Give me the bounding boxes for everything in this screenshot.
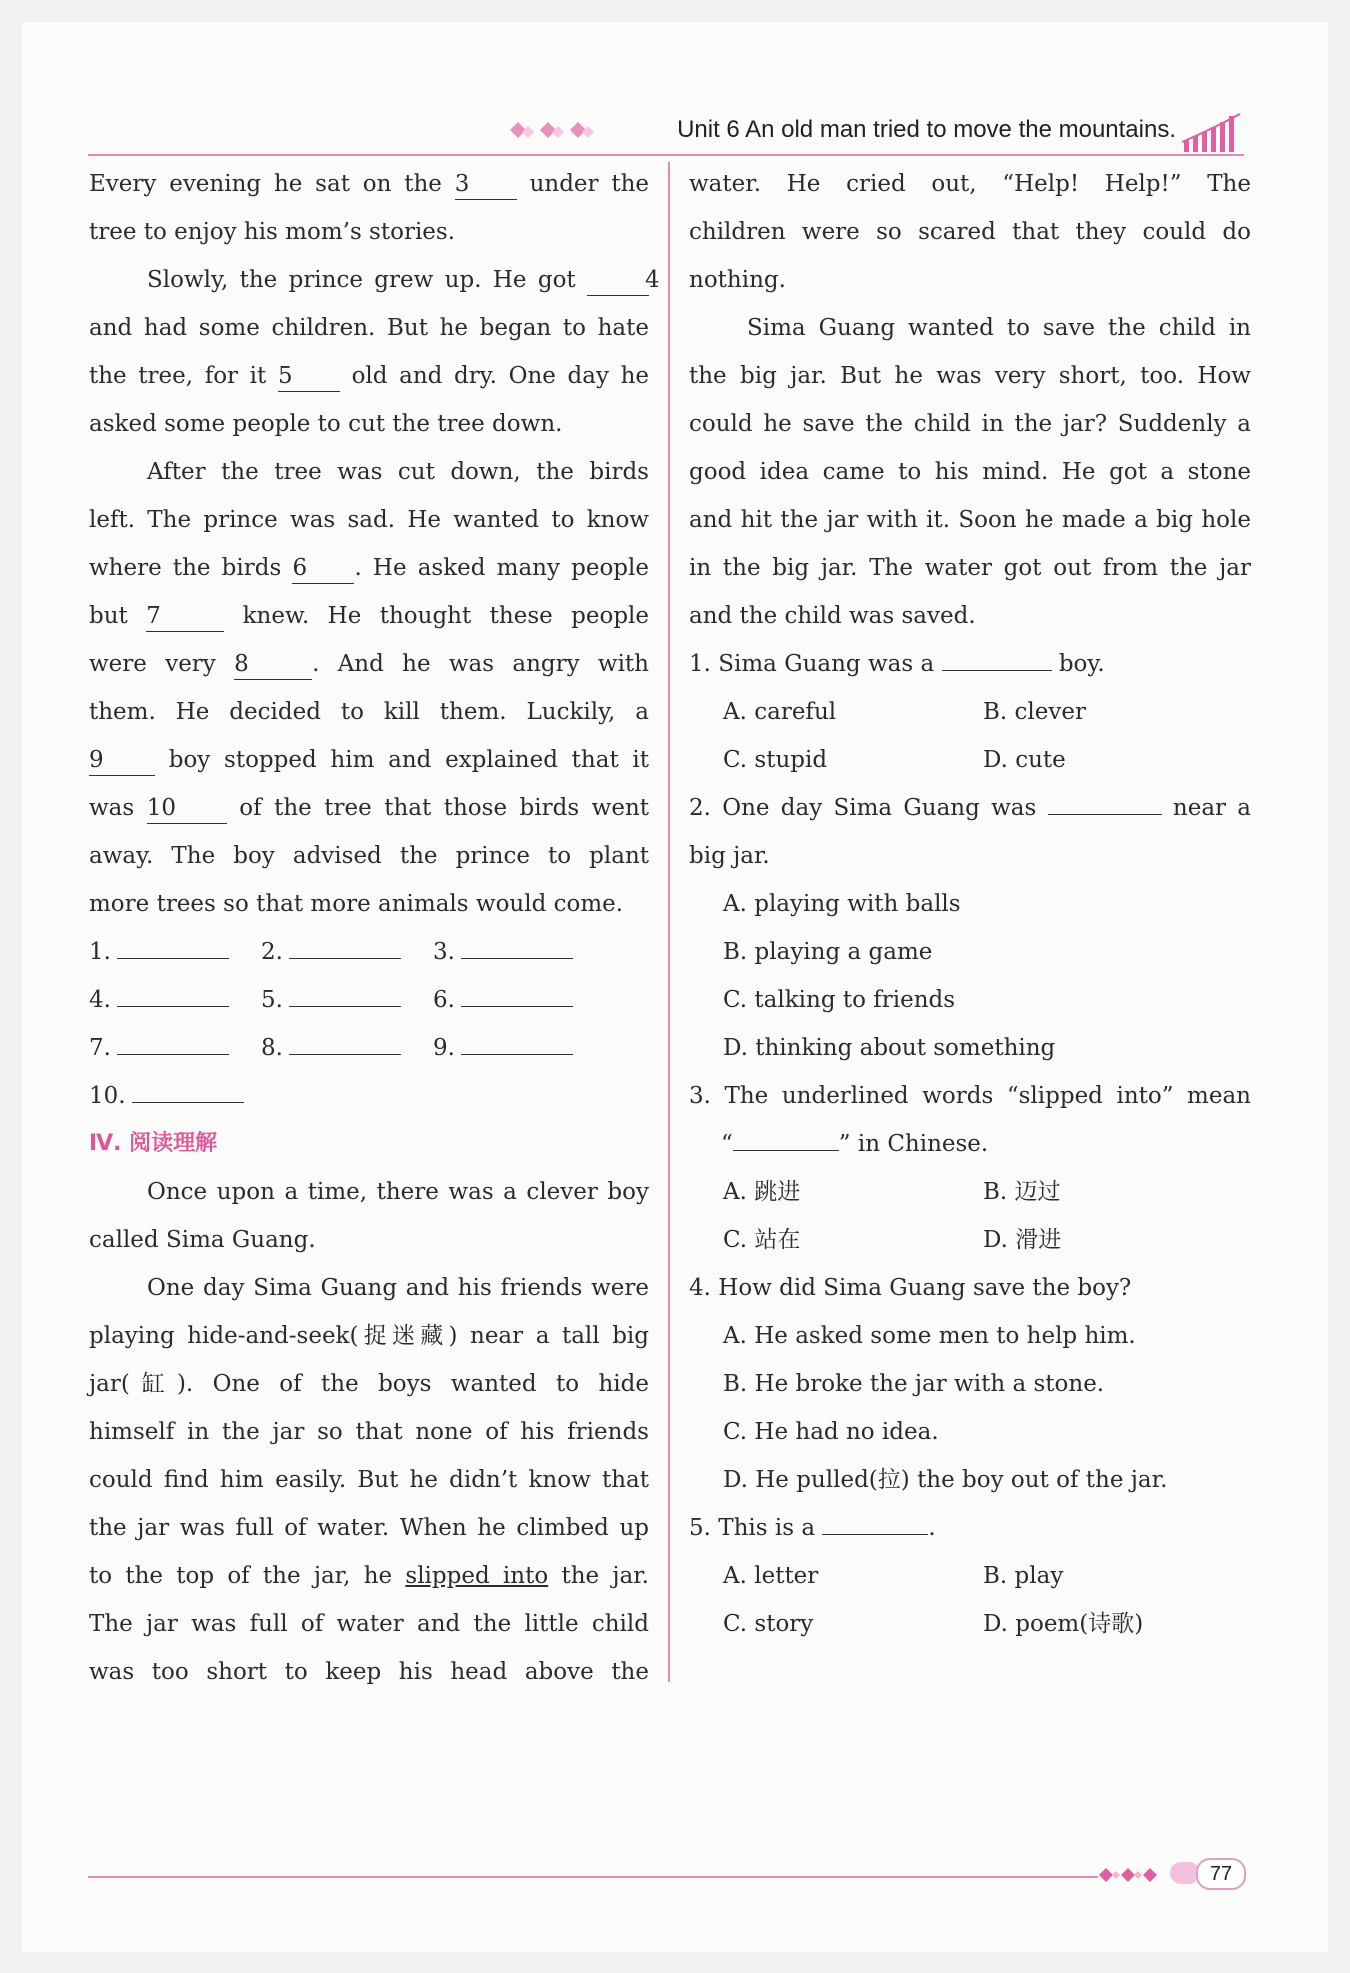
options-row bbox=[689, 736, 1251, 784]
header-rule bbox=[88, 154, 1244, 156]
text-line: water. He cried out, “Help! Help!” The bbox=[689, 171, 1251, 197]
options-row bbox=[689, 1552, 1251, 1600]
unit-title: Unit 6 An old man tried to move the mountains. bbox=[677, 116, 1176, 143]
text-line: was too short to keep his head above the bbox=[89, 1659, 649, 1685]
answer-blank[interactable] bbox=[733, 1150, 839, 1151]
option[interactable]: C. 站在 bbox=[723, 1227, 801, 1253]
option[interactable]: C. stupid bbox=[723, 747, 828, 773]
question-5: 5. This is a . bbox=[689, 1515, 936, 1541]
text-line: Once upon a time, there was a clever boy bbox=[147, 1179, 649, 1205]
text-line: tree to enjoy his mom’s stories. bbox=[89, 219, 456, 245]
text-line: playing hide-and-seek(捉迷藏) near a tall big bbox=[89, 1323, 649, 1349]
text-line: big jar. bbox=[689, 843, 770, 869]
answer-blank[interactable] bbox=[822, 1534, 928, 1535]
text-line: the big jar. But he was very short, too. How bbox=[689, 363, 1251, 389]
blank-10: 10 bbox=[147, 793, 227, 824]
text-line: the jar was full of water. When he climbed up bbox=[89, 1515, 649, 1541]
bar-chart-ornament-icon bbox=[1180, 112, 1242, 152]
left-column bbox=[89, 160, 660, 1696]
text-line: Slowly, the prince grew up. He got 4 bbox=[89, 256, 649, 304]
blank-5: 5 bbox=[278, 361, 340, 392]
text-line: away. The boy advised the prince to plant bbox=[89, 843, 649, 869]
text-line: called Sima Guang. bbox=[89, 1227, 316, 1253]
option[interactable]: D. thinking about something bbox=[723, 1035, 1056, 1061]
diamond-ornament-icon bbox=[508, 118, 608, 144]
text-line: where the birds 6 . He asked many people bbox=[89, 544, 649, 592]
text-line: more trees so that more animals would come. bbox=[89, 891, 624, 917]
text-line: 9 boy stopped him and explained that it bbox=[89, 736, 649, 784]
option[interactable]: B. He broke the jar with a stone. bbox=[723, 1371, 1105, 1397]
text-line: left. The prince was sad. He wanted to know bbox=[89, 507, 649, 533]
text-line: good idea came to his mind. He got a stone bbox=[689, 459, 1251, 485]
text-line: jar(缸). One of the boys wanted to hide bbox=[89, 1371, 649, 1397]
answer-slot[interactable]: 4. bbox=[89, 976, 261, 1024]
text-line: “ ” in Chinese. bbox=[721, 1131, 989, 1157]
blank-4: 4 bbox=[587, 265, 649, 296]
option[interactable]: B. play bbox=[983, 1563, 1064, 1589]
options-row bbox=[689, 1216, 1251, 1264]
option[interactable]: D. 滑进 bbox=[983, 1227, 1062, 1253]
text-line: After the tree was cut down, the birds bbox=[147, 459, 649, 485]
option[interactable]: D. poem(诗歌) bbox=[983, 1611, 1144, 1637]
blank-8: 8 bbox=[234, 649, 312, 680]
option[interactable]: C. story bbox=[723, 1611, 814, 1637]
option[interactable]: C. talking to friends bbox=[723, 987, 956, 1013]
options-row bbox=[689, 688, 1251, 736]
text-line: The jar was full of water and the little child bbox=[89, 1611, 649, 1637]
options-row bbox=[689, 1168, 1251, 1216]
text-line: and had some children. But he began to hate bbox=[89, 315, 649, 341]
question-2: 2. One day Sima Guang was near a bbox=[689, 795, 1252, 821]
option[interactable]: B. clever bbox=[983, 699, 1086, 725]
text-line: the tree, for it 5 old and dry. One day he bbox=[89, 352, 649, 400]
blank-9: 9 bbox=[89, 745, 155, 776]
underlined-phrase: slipped into bbox=[405, 1563, 549, 1589]
text-line: but 7 knew. He thought these people bbox=[89, 592, 649, 640]
answer-slot[interactable]: 3. bbox=[433, 928, 605, 976]
answer-slot[interactable]: 6. bbox=[433, 976, 605, 1024]
option[interactable]: D. He pulled(拉) the boy out of the jar. bbox=[723, 1467, 1168, 1493]
option[interactable]: D. cute bbox=[983, 747, 1066, 773]
answer-slot[interactable]: 2. bbox=[261, 928, 433, 976]
answer-slot[interactable]: 8. bbox=[261, 1024, 433, 1072]
text-line: asked some people to cut the tree down. bbox=[89, 411, 563, 437]
question-4: 4. How did Sima Guang save the boy? bbox=[689, 1275, 1132, 1301]
answer-slot[interactable]: 10. bbox=[89, 1072, 261, 1120]
blank-3: 3 bbox=[455, 169, 517, 200]
answer-slot[interactable]: 7. bbox=[89, 1024, 261, 1072]
answer-blank[interactable] bbox=[1048, 814, 1162, 815]
question-3: 3. The underlined words “slipped into” mean bbox=[689, 1083, 1251, 1109]
answer-blank[interactable] bbox=[942, 670, 1052, 671]
question-1: 1. Sima Guang was a boy. bbox=[689, 651, 1105, 677]
text-line: to the top of the jar, he slipped into the jar. bbox=[89, 1563, 649, 1589]
text-line: and hit the jar with it. Soon he made a big hole bbox=[689, 507, 1251, 533]
text-line: children were so scared that they could do bbox=[689, 219, 1251, 245]
text-line: could find him easily. But he didn’t know that bbox=[89, 1467, 649, 1493]
right-column bbox=[689, 160, 1251, 1648]
option[interactable]: A. careful bbox=[723, 699, 837, 725]
option[interactable]: B. 迈过 bbox=[983, 1179, 1061, 1205]
text-line: and the child was saved. bbox=[689, 603, 976, 629]
page-header bbox=[88, 112, 1244, 156]
blank-7: 7 bbox=[146, 601, 224, 632]
text-line: was 10 of the tree that those birds went bbox=[89, 784, 649, 832]
option[interactable]: A. letter bbox=[723, 1563, 819, 1589]
page-number: 77 bbox=[1196, 1858, 1246, 1890]
text-line: could he save the child in the jar? Suddenly a bbox=[689, 411, 1251, 437]
answer-slot[interactable]: 5. bbox=[261, 976, 433, 1024]
text-line: himself in the jar so that none of his friends bbox=[89, 1419, 649, 1445]
text-line: Sima Guang wanted to save the child in bbox=[747, 315, 1251, 341]
text-line: One day Sima Guang and his friends were bbox=[147, 1275, 649, 1301]
text-line: in the big jar. The water got out from the jar bbox=[689, 555, 1251, 581]
column-divider bbox=[668, 162, 670, 1682]
answer-slot[interactable]: 1. bbox=[89, 928, 261, 976]
answer-slot[interactable]: 9. bbox=[433, 1024, 605, 1072]
option[interactable]: A. He asked some men to help him. bbox=[723, 1323, 1136, 1349]
blank-6: 6 bbox=[292, 553, 354, 584]
option[interactable]: A. playing with balls bbox=[723, 891, 961, 917]
section-title: Ⅳ. 阅读理解 bbox=[89, 1131, 218, 1156]
diamond-ornament-icon bbox=[1098, 1860, 1178, 1890]
text-line: them. He decided to kill them. Luckily, a bbox=[89, 699, 649, 725]
text-line: were very 8 . And he was angry with bbox=[89, 640, 649, 688]
answer-grid bbox=[89, 928, 649, 1120]
text-line: Every evening he sat on the 3 under the bbox=[89, 160, 649, 208]
option[interactable]: A. 跳进 bbox=[723, 1179, 801, 1205]
option[interactable]: B. playing a game bbox=[723, 939, 933, 965]
text-line: nothing. bbox=[689, 267, 786, 293]
options-row bbox=[689, 1600, 1251, 1648]
footer-rule bbox=[88, 1876, 1098, 1878]
option[interactable]: C. He had no idea. bbox=[723, 1419, 939, 1445]
